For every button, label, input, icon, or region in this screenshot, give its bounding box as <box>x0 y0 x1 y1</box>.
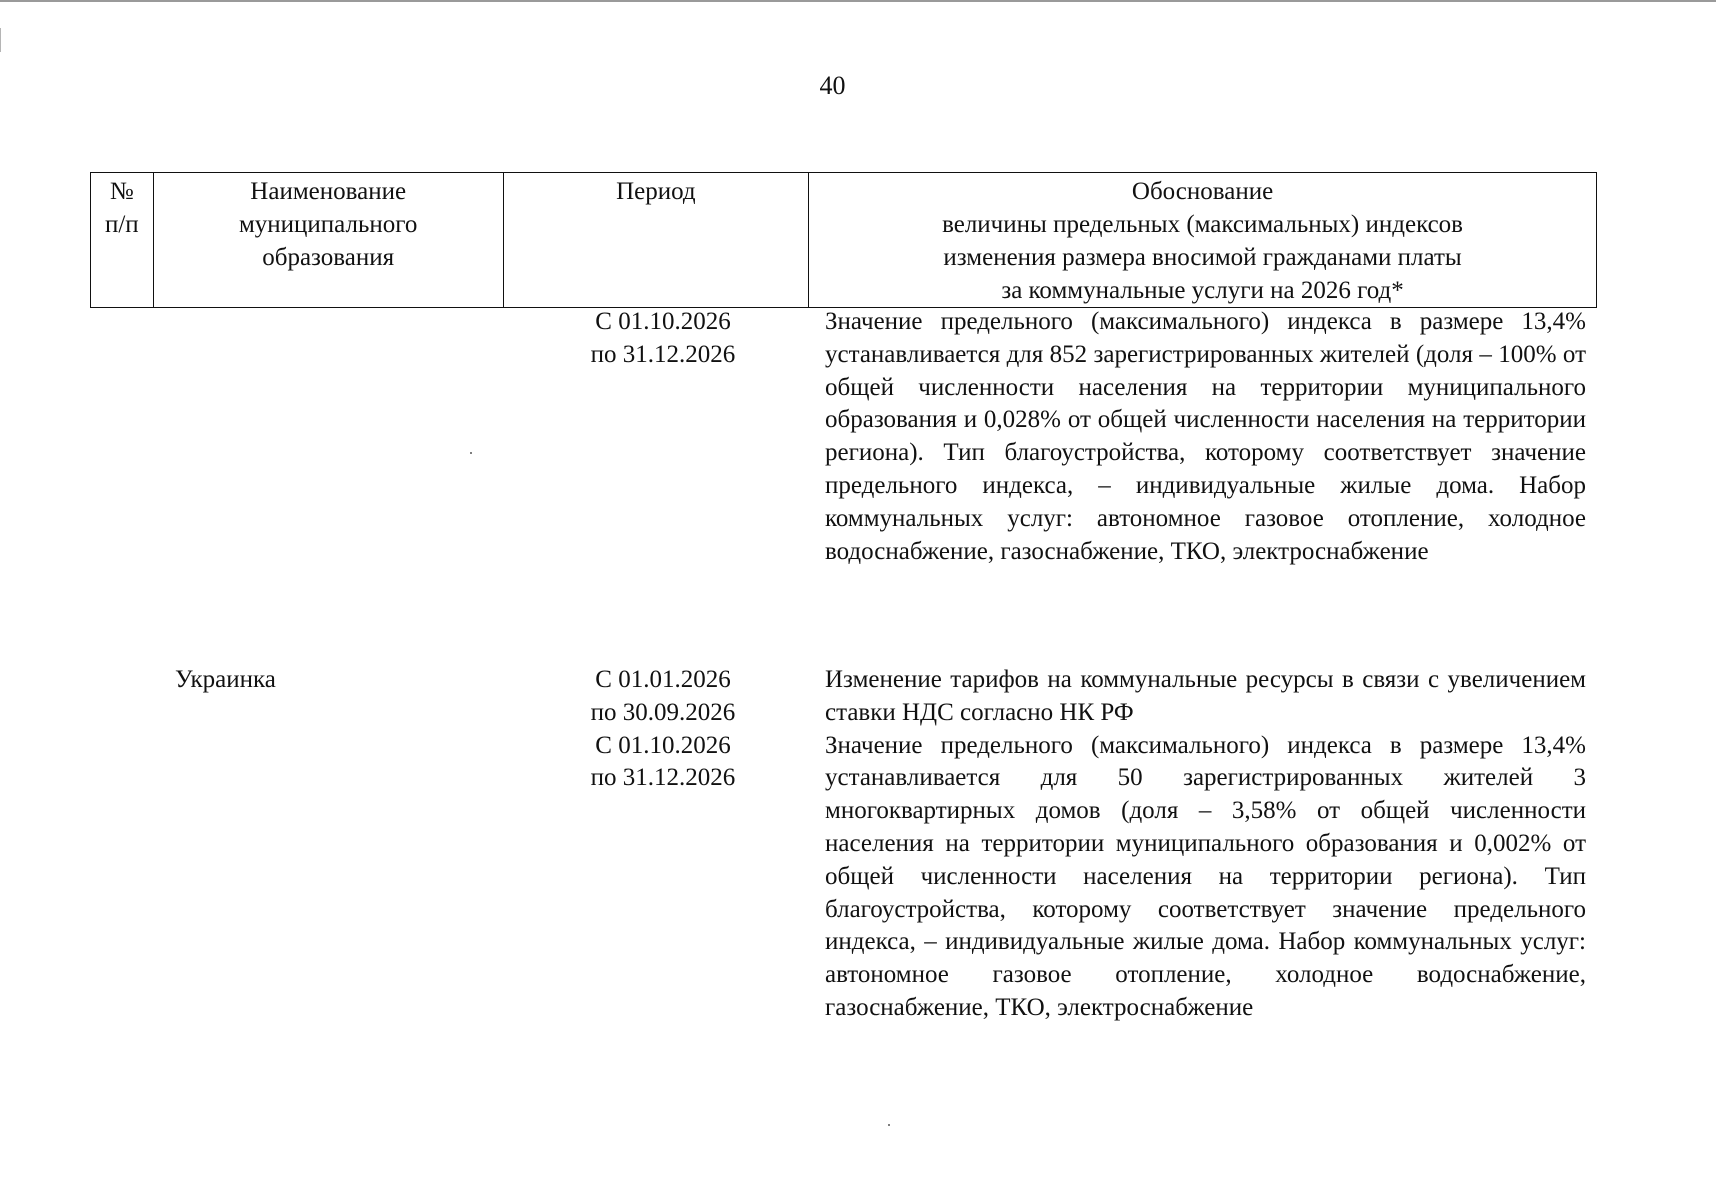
row-1-justification-text: Значение предельного (максимального) индекса в размере 13,4% устанавливается для 852 зарегистрированных жителей (доля – 100% от общей численности населения на территории муниципального образования и 0,028% от общей численности населения на территории региона). Тип благоустройства, которому соответствует значение предельного индекса, – индивидуальные жилые дома. Набор коммунальных услуг: автономное газовое отопление, холодное водоснабжение, газоснабжение, ТКО, электроснабжение <box>825 308 1586 565</box>
row-2-justification-text-1: Изменение тарифов на коммунальные ресурсы в связи с увеличением ставки НДС согласно НК РФ <box>825 666 1586 726</box>
header-justification: Обоснование величины предельных (максимальных) индексов изменения размера вносимой гражданами платы за коммунальные услуги на 2026 год* <box>809 173 1597 308</box>
scan-edge-mark <box>0 28 6 52</box>
row-2-justification <box>825 664 1586 1025</box>
scan-speck <box>470 452 472 454</box>
row-2-justification-text-2: Значение предельного (максимального) индекса в размере 13,4% устанавливается для 50 зарегистрированных жителей 3 многоквартирных домов (доля – 3,58% от общей численности населения на территории муниципального образования и 0,002% от общей численности населения на территории региона). Тип благоустройства, которому соответствует значение предельного индекса, – индивидуальные жилые дома. Набор коммунальных услуг: автономное газовое отопление, холодное водоснабжение, газоснабжение, ТКО, электроснабжение <box>825 731 1586 1021</box>
scan-edge <box>0 0 1716 2</box>
header-row <box>91 173 1597 308</box>
header-municipality: Наименование муниципального образования <box>153 173 503 308</box>
row-1-justification <box>825 306 1586 568</box>
row-2-municipality: Украинка <box>175 666 276 693</box>
row-2-period: С 01.01.2026 по 30.09.2026 С 01.10.2026 по 31.12.2026 <box>590 666 736 792</box>
table-header <box>90 172 1597 308</box>
header-num: № п/п <box>91 173 154 308</box>
row-1-period: С 01.10.2026 по 31.12.2026 <box>590 308 736 368</box>
scan-speck <box>888 1124 890 1126</box>
page-number: 40 <box>819 71 846 100</box>
header-period: Период <box>503 173 808 308</box>
